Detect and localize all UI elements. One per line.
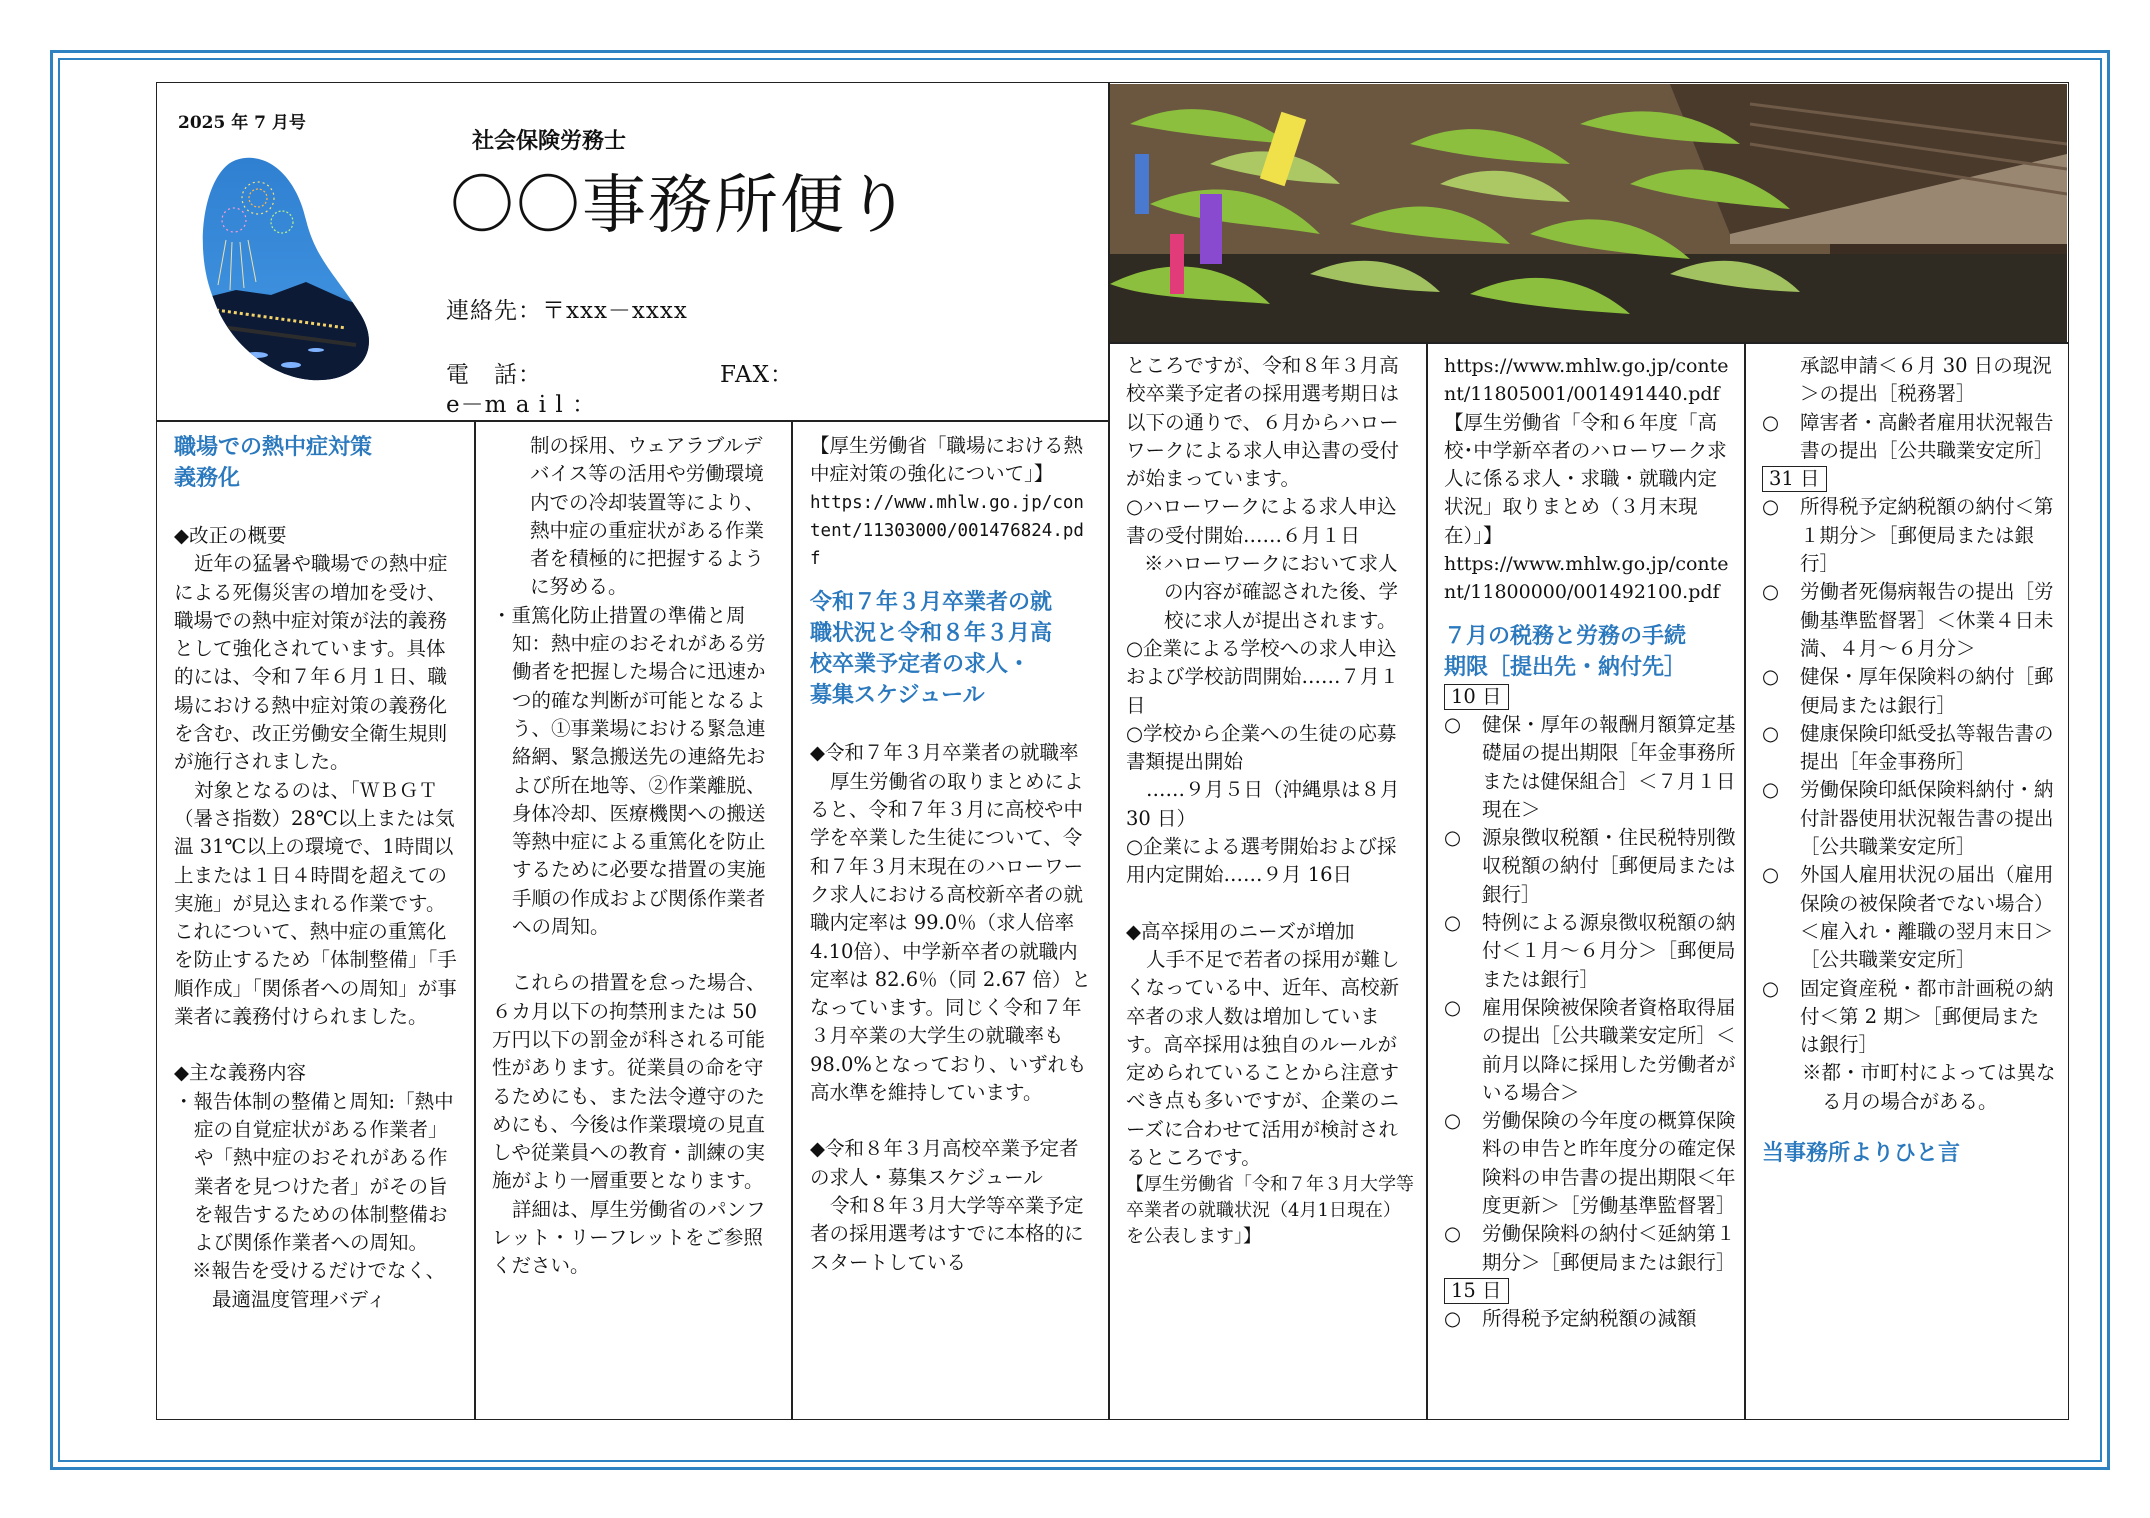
column-1 xyxy=(174,432,462,1314)
column-6: 承認申請＜６月 30 日の現況＞の提出［税務署］ ○ 障害者・高齢者雇用状況報告書の提出［公共職業安定所］ 31 日 ○ 所得税予定納税額の納付＜第１期分＞［郵便局または銀行］ ○ 労働者死傷病報告の提出［労働基準監督署］＜休業４日未満、４月～６月分＞ ○ 健保・厚年保険料の納付［郵便局または銀行］ ○ 健康保険印紙受払等報告書の提出［年金事務所］ ○ 労働保険印紙保険料納付・納付計器使用状況報告書の提出［公共職業安定所］ ○ 外国人雇用状況の届出（雇用保険の被保険者でない場合）＜雇入れ・離職の翌月末日＞［公共職業安定所］ ○ 固定資産税・都市計画税の納付＜第 2 期＞［郵便局または銀行］ ※都・市町村によっては異なる月の場合がある。 当事務所よりひと言 xyxy=(1762,352,2056,1169)
deadline-item: 労働保険印紙保険料納付・納付計器使用状況報告書の提出［公共職業安定所］ xyxy=(1800,778,2054,859)
body-paragraph: 制の採用、ウェアラブルデバイス等の活用や労働環境内での冷却装置等により、熱中症の重症状がある作業者を積極的に把握するように努める。 xyxy=(530,434,765,599)
body-paragraph: 詳細は、厚生労働省のパンフレット・リーフレットをご参照ください。 xyxy=(492,1197,766,1278)
photo-divider xyxy=(1108,342,2069,344)
column-rule xyxy=(791,421,793,1420)
date-label-31: 31 日 xyxy=(1762,466,1827,492)
deadline-item-continued: 承認申請＜６月 30 日の現況＞の提出［税務署］ xyxy=(1800,354,2052,406)
body-paragraph: 厚生労働省の取りまとめによると、令和７年３月に高校や中学を卒業した生徒について、令和７年３月末現在のハローワーク求人における高校新卒者の就職内定率は 99.0％（求人倍率 4.10倍）、中学新卒者の就職内定率は 82.6％（同 2.67 倍）となっています。同じく令和７年３月卒業の大学生の就職率も 98.0%となっており、いずれも高水準を維持しています。 xyxy=(810,769,1091,1105)
heatstroke-heading-line2: 義務化 xyxy=(174,466,241,491)
contact-address: 連絡先：〒xxx－xxxx xyxy=(446,298,688,324)
deadline-item: 雇用保険被保険者資格取得届の提出［公共職業安定所］＜前月以降に採用した労働者がいる場合＞ xyxy=(1482,995,1736,1104)
column-2 xyxy=(492,432,778,1281)
body-paragraph: 人手不足で若者の採用が難しくなっている中、近年、高校新卒者の求人数は増加しています。高卒採用は独自のルールが定められていることから注意すべき点も多いですが、企業のニーズに合わせて活用が検討されるところです。 xyxy=(1126,947,1400,1170)
contact-email: e－m a i l ： xyxy=(446,392,597,418)
source-citation: 【厚生労働省「職場における熱中症対策の強化について」】 xyxy=(810,434,1084,486)
schedule-item: ○企業による学校への求人申込および学校訪問開始……７月１日 xyxy=(1126,636,1400,717)
contact-fax: FAX： xyxy=(720,362,794,388)
column-rule xyxy=(1744,343,1746,1420)
issue-label: 2025 年 7 月号 xyxy=(178,113,306,133)
column-rule xyxy=(474,421,476,1420)
header-divider-vertical xyxy=(1108,82,1110,344)
deadline-item: 特例による源泉徴収税額の納付＜１月～６月分＞［郵便局または銀行］ xyxy=(1482,911,1736,991)
fireworks-illustration xyxy=(196,150,376,386)
date-label-10: 10 日 xyxy=(1444,684,1509,710)
section-title: ◆主な義務内容 xyxy=(174,1061,306,1085)
source-citation: 【厚生労働省「令和７年３月大学等卒業者の就職状況（4月1日現在）を公表します」】 xyxy=(1126,1174,1414,1248)
column-3 xyxy=(810,432,1094,1277)
column-rule xyxy=(1426,343,1428,1420)
employment-heading-line3: 校卒業予定者の求人・ xyxy=(810,652,1031,678)
deadline-item: 労働者死傷病報告の提出［労働基準監督署］＜休業４日未満、４月～６月分＞ xyxy=(1800,580,2054,660)
schedule-item: ○企業による選考開始および採用内定開始……９月 16日 xyxy=(1126,835,1397,887)
contact-tel: 電 話： xyxy=(446,362,542,388)
source-citation: 【厚生労働省「令和６年度「高校･中学新卒者のハローワーク求人に係る求人・求職・就職内定状況」取りまとめ（３月末現在）」】 xyxy=(1444,410,1727,547)
schedule-note: ※ハローワークにおいて求人の内容が確認された後、学校に求人が提出されます。 xyxy=(1144,552,1399,632)
body-paragraph: 令和８年３月大学等卒業予定者の採用選考はすでに本格的にスタートしている xyxy=(810,1193,1084,1274)
deadline-item: 労働保険料の納付＜延納第１期分＞［郵便局または銀行］ xyxy=(1482,1222,1736,1274)
deadline-item: 健康保険印紙受払等報告書の提出［年金事務所］ xyxy=(1800,721,2054,774)
body-paragraph: 対象となるのは、「ＷＢＧＴ（暑さ指数）28℃以上または気温 31℃以上の環境で、1時間以上または１日４時間を超えての実施」が見込まれる作業です。これについて、熱中症の重篤化を防止するため「体制整備」「手順作成」「関係者への周知」が事業者に義務付けられました。 xyxy=(174,778,457,1029)
source-url[interactable]: https://www.mhlw.go.jp/content/11805001/001491440.pdf xyxy=(1444,355,1729,406)
heatstroke-heading-line1: 職場での熱中症対策 xyxy=(174,435,373,460)
deadline-item: 健保・厚年保険料の納付［郵便局または銀行］ xyxy=(1800,665,2054,717)
deadline-item: 所得税予定納税額の減額 xyxy=(1482,1307,1697,1331)
tanabata-photo xyxy=(1110,84,2067,342)
deadline-item: 障害者・高齢者雇用状況報告書の提出［公共職業安定所］ xyxy=(1800,410,2054,462)
office-title: 〇〇事務所便り xyxy=(450,169,912,243)
source-url[interactable]: https://www.mhlw.go.jp/content/11800000/001492100.pdf xyxy=(1444,553,1729,604)
bullet-item: ・重篤化防止措置の準備と周知：熱中症のおそれがある労働者を把握した場合に迅速かつ的確な判断が可能となるよう、①事業場における緊急連絡網、緊急搬送先の連絡先および所在地等、②作業離脱、身体冷却、医療機関への搬送等熱中症による重篤化を防止するために必要な措置の実施手順の作成および関係作業者への周知。 xyxy=(492,603,766,939)
section-title: ◆令和８年３月高校卒業予定者の求人・募集スケジュール xyxy=(810,1137,1079,1189)
date-label-15: 15 日 xyxy=(1444,1278,1509,1304)
deadline-item: 所得税予定納税額の納付＜第１期分＞［郵便局または銀行］ xyxy=(1800,495,2054,576)
header-divider xyxy=(156,420,1110,422)
section-title: ◆改正の概要 xyxy=(174,524,287,547)
source-url[interactable]: https://www.mhlw.go.jp/content/11303000/001476824.pdf xyxy=(810,492,1084,570)
body-paragraph: 近年の猛暑や職場での熱中症による死傷災害の増加を受け、職場での熱中症対策が法的義務として強化されています。具体的には、令和７年６月１日、職場における熱中症対策の義務化を含む、改正労働安全衛生規則が施行されました。 xyxy=(174,552,448,774)
schedule-item: ……９月５日（沖縄県は８月 30 日） xyxy=(1126,778,1400,830)
column-rule xyxy=(1108,343,1110,1420)
schedule-item: ○学校から企業への生徒の応募書類提出開始 xyxy=(1126,721,1397,774)
schedule-item: ○ハローワークによる求人申込書の受付開始……６月１日 xyxy=(1126,495,1397,547)
note: ※報告を受けるだけでなく、最適温度管理バディ xyxy=(192,1259,446,1311)
deadline-item: 健保・厚年の報酬月額算定基礎届の提出期限［年金事務所または健保組合］＜７月１日現在＞ xyxy=(1482,712,1736,821)
column-4 xyxy=(1126,352,1414,1250)
closing-heading: 当事務所よりひと言 xyxy=(1762,1141,1961,1167)
deadline-item: 労働保険の今年度の概算保険料の申告と昨年度分の確定保険料の申告書の提出期限＜年度更新＞［労働基準監督署］ xyxy=(1482,1109,1736,1218)
employment-heading-line1: 令和７年３月卒業者の就 xyxy=(810,590,1053,616)
office-subtitle: 社会保険労務士 xyxy=(472,128,627,154)
deadline-item: 源泉徴収税額・住民税特別徴収税額の納付［郵便局または銀行］ xyxy=(1482,826,1736,906)
employment-heading-line4: 募集スケジュール xyxy=(810,683,985,709)
deadline-note: ※都・市町村によっては異なる月の場合がある。 xyxy=(1802,1061,2056,1113)
section-title: ◆令和７年３月卒業者の就職率 xyxy=(810,741,1079,765)
deadline-item: 固定資産税・都市計画税の納付＜第 2 期＞［郵便局または銀行］ xyxy=(1800,976,2054,1057)
deadline-heading-line1: ７月の税務と労務の手続 xyxy=(1444,623,1687,649)
body-paragraph: これらの措置を怠った場合、６カ月以下の拘禁刑または 50 万円以下の罰金が科される可能性があります。従業員の命を守るためにも、また法令遵守のためにも、今後は作業環境の見直しや従業員への教育・訓練の実施がより一層重要となります。 xyxy=(492,971,766,1193)
body-paragraph: ところですが、令和８年３月高校卒業予定者の採用選考期日は以下の通りで、６月からハローワークによる求人申込書の受付が始まっています。 xyxy=(1126,354,1400,491)
section-title: ◆高卒採用のニーズが増加 xyxy=(1126,919,1355,943)
deadline-heading-line2: 期限［提出先・納付先］ xyxy=(1444,654,1687,680)
deadline-item: 外国人雇用状況の届出（雇用保険の被保険者でない場合）＜雇入れ・離職の翌月末日＞［公共職業安定所］ xyxy=(1800,863,2054,972)
employment-heading-line2: 職状況と令和８年３月高 xyxy=(810,621,1053,647)
bullet-item: ・報告体制の整備と周知:「熱中症の自覚症状がある作業者」や「熱中症のおそれがある作業者を見つけた者」がその旨を報告するための体制整備および関係作業者への周知。 xyxy=(174,1089,454,1255)
column-5: https://www.mhlw.go.jp/content/11805001/001491440.pdf 【厚生労働省「令和６年度「高校･中学新卒者のハローワーク求人に係る求人・求職・就職内定状況」取りまとめ（３月末現在）」】 https://www.mhlw.go.jp/content/11800000/001492100.pdf ７月の税務と労務の手続 期限［提出先・納付先］ 10 日 ○ 健保・厚年の報酬月額算定基礎届の提出期限［年金事務所または健保組合］＜７月１日現在＞ ○ 源泉徴収税額・住民税特別徴収税額の納付［郵便局または銀行］ ○ 特例による源泉徴収税額の納付＜１月～６月分＞［郵便局または銀行］ ○ 雇用保険被保険者資格取得届の提出［公共職業安定所］＜前月以降に採用した労働者がいる場合＞ ○ 労働保険の今年度の概算保険料の申告と昨年度分の確定保険料の申告書の提出期限＜年度更新＞［労働基準監督署］ ○ 労働保険料の納付＜延納第１期分＞［郵便局または銀行］ 15 日 ○ 所得税予定納税額の減額 xyxy=(1444,352,1736,1334)
